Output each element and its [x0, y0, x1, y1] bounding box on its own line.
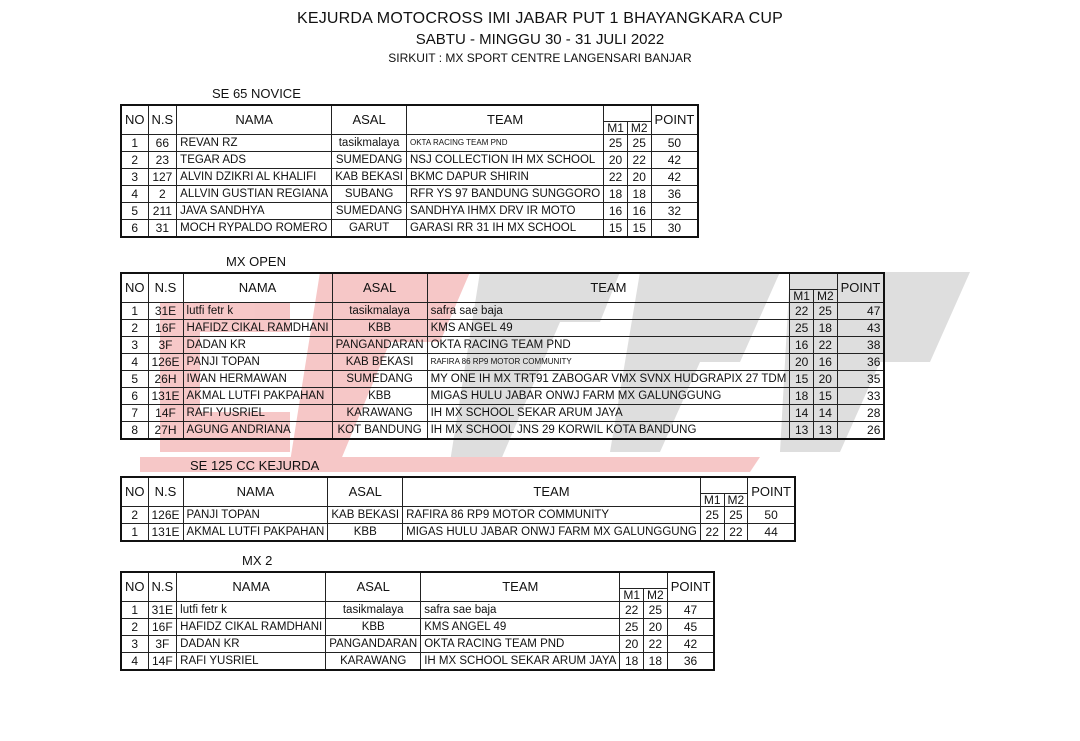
cell-m1: 15 — [790, 370, 814, 387]
cell-m1: 13 — [790, 421, 814, 439]
table-row — [121, 185, 698, 202]
cell-ns: 16F — [148, 319, 183, 336]
cell-ns: 31E — [148, 302, 183, 319]
cell-nama: HAFIDZ CIKAL RAMDHANI — [177, 618, 326, 635]
table-row — [121, 523, 795, 541]
cell-nama: lutfi fetr k — [183, 302, 332, 319]
cell-m2: 22 — [627, 151, 651, 168]
cell-team: safra sae baja — [421, 601, 620, 618]
cell-m2: 18 — [813, 319, 837, 336]
cell-no: 2 — [121, 506, 148, 523]
cell-point: 43 — [837, 319, 884, 336]
cell-no: 1 — [121, 601, 148, 618]
cell-nama: ALVIN DZIKRI AL KHALIFI — [177, 168, 332, 185]
cell-nama: PANJI TOPAN — [183, 506, 328, 523]
cell-ns: 127 — [148, 168, 177, 185]
cell-m1: 14 — [790, 404, 814, 421]
cell-m2: 18 — [644, 652, 668, 670]
table-row — [121, 336, 884, 353]
cell-team: OKTA RACING TEAM PND — [421, 635, 620, 652]
cell-m1: 16 — [604, 202, 628, 219]
cell-no: 1 — [121, 134, 148, 151]
cell-m1: 22 — [790, 302, 814, 319]
cell-nama: REVAN RZ — [177, 134, 332, 151]
table-row — [121, 601, 714, 618]
col-header-point: POINT — [667, 572, 714, 601]
cell-point: 36 — [837, 353, 884, 370]
results-table — [120, 104, 699, 238]
cell-point: 50 — [748, 506, 795, 523]
results-table — [120, 476, 796, 542]
cell-nama: AKMAL LUTFI PAKPAHAN — [183, 523, 328, 541]
cell-team: GARASI RR 31 IH MX SCHOOL — [406, 219, 603, 237]
cell-no: 8 — [121, 421, 148, 439]
cell-team: MIGAS HULU JABAR ONWJ FARM MX GALUNGGUNG — [427, 387, 790, 404]
cell-m1: 15 — [604, 219, 628, 237]
col-header-m2: M2 — [644, 588, 668, 601]
cell-point: 42 — [651, 151, 698, 168]
table-row — [121, 652, 714, 670]
cell-point: 47 — [837, 302, 884, 319]
cell-ns: 131E — [148, 523, 183, 541]
cell-team: IH MX SCHOOL SEKAR ARUM JAYA — [427, 404, 790, 421]
table-row — [121, 319, 884, 336]
event-dates: SABTU - MINGGU 30 - 31 JULI 2022 — [415, 31, 665, 48]
cell-ns: 126E — [148, 353, 183, 370]
cell-asal: KOT BANDUNG — [332, 421, 427, 439]
col-header-m1: M1 — [790, 289, 814, 302]
cell-m1: 18 — [790, 387, 814, 404]
col-header-moto-group — [604, 105, 651, 121]
table-row — [121, 506, 795, 523]
cell-ns: 31 — [148, 219, 177, 237]
cell-ns: 3F — [148, 336, 183, 353]
cell-ns: 27H — [148, 421, 183, 439]
cell-asal: PANGANDARAN — [332, 336, 427, 353]
col-header-asal: ASAL — [332, 105, 407, 134]
cell-m1: 20 — [620, 635, 644, 652]
table-row — [121, 618, 714, 635]
col-header-no: NO — [121, 572, 148, 601]
cell-m1: 22 — [604, 168, 628, 185]
cell-ns: 126E — [148, 506, 183, 523]
col-header-no: NO — [121, 477, 148, 506]
cell-point: 28 — [837, 404, 884, 421]
cell-point: 42 — [667, 635, 714, 652]
col-header-moto-group — [700, 477, 747, 493]
cell-m2: 20 — [813, 370, 837, 387]
cell-m1: 25 — [700, 506, 724, 523]
cell-ns: 211 — [148, 202, 177, 219]
col-header-asal: ASAL — [326, 572, 421, 601]
cell-asal: SUMEDANG — [332, 370, 427, 387]
col-header-asal: ASAL — [332, 273, 427, 302]
cell-m2: 18 — [627, 185, 651, 202]
results-table — [120, 571, 715, 671]
cell-point: 35 — [837, 370, 884, 387]
cell-point: 44 — [748, 523, 795, 541]
cell-no: 4 — [121, 353, 148, 370]
cell-m1: 25 — [620, 618, 644, 635]
cell-m2: 22 — [644, 635, 668, 652]
cell-nama: DADAN KR — [183, 336, 332, 353]
event-venue: SIRKUIT : MX SPORT CENTRE LANGENSARI BANJAR — [388, 51, 692, 65]
class-title: SE 65 NOVICE — [212, 86, 301, 101]
cell-asal: tasikmalaya — [332, 134, 407, 151]
cell-nama: DADAN KR — [177, 635, 326, 652]
col-header-ns: N.S — [148, 105, 177, 134]
cell-nama: RAFI YUSRIEL — [177, 652, 326, 670]
cell-m2: 25 — [627, 134, 651, 151]
cell-point: 38 — [837, 336, 884, 353]
cell-team: KMS ANGEL 49 — [427, 319, 790, 336]
cell-point: 32 — [651, 202, 698, 219]
cell-m1: 25 — [604, 134, 628, 151]
results-table — [120, 272, 885, 440]
cell-nama: RAFI YUSRIEL — [183, 404, 332, 421]
col-header-nama: NAMA — [183, 273, 332, 302]
table-row — [121, 635, 714, 652]
cell-asal: KARAWANG — [332, 404, 427, 421]
col-header-point: POINT — [837, 273, 884, 302]
table-row — [121, 168, 698, 185]
cell-m1: 18 — [620, 652, 644, 670]
cell-no: 2 — [121, 319, 148, 336]
cell-m2: 20 — [627, 168, 651, 185]
cell-no: 5 — [121, 202, 148, 219]
cell-team: KMS ANGEL 49 — [421, 618, 620, 635]
cell-m1: 16 — [790, 336, 814, 353]
cell-asal: KAB BEKASI — [332, 353, 427, 370]
col-header-ns: N.S — [148, 273, 183, 302]
cell-m1: 25 — [790, 319, 814, 336]
cell-m2: 25 — [724, 506, 748, 523]
table-row — [121, 202, 698, 219]
cell-no: 3 — [121, 635, 148, 652]
cell-m2: 16 — [813, 353, 837, 370]
cell-m1: 22 — [620, 601, 644, 618]
cell-nama: AKMAL LUTFI PAKPAHAN — [183, 387, 332, 404]
table-row — [121, 151, 698, 168]
cell-team: IH MX SCHOOL JNS 29 KORWIL KOTA BANDUNG — [427, 421, 790, 439]
cell-point: 30 — [651, 219, 698, 237]
cell-m2: 13 — [813, 421, 837, 439]
cell-team: OKTA RACING TEAM PND — [427, 336, 790, 353]
cell-point: 47 — [667, 601, 714, 618]
cell-m2: 14 — [813, 404, 837, 421]
cell-asal: SUMEDANG — [332, 151, 407, 168]
cell-team: RAFIRA 86 RP9 MOTOR COMMUNITY — [403, 506, 701, 523]
event-title: KEJURDA MOTOCROSS IMI JABAR PUT 1 BHAYANGKARA CUP — [296, 10, 784, 27]
cell-ns: 31E — [148, 601, 177, 618]
col-header-team: TEAM — [427, 273, 790, 302]
cell-point: 26 — [837, 421, 884, 439]
cell-asal: KARAWANG — [326, 652, 421, 670]
cell-m1: 18 — [604, 185, 628, 202]
cell-nama: IWAN HERMAWAN — [183, 370, 332, 387]
cell-point: 50 — [651, 134, 698, 151]
cell-asal: tasikmalaya — [332, 302, 427, 319]
col-header-m1: M1 — [604, 121, 628, 134]
cell-team: RFR YS 97 BANDUNG SUNGGORO — [406, 185, 603, 202]
cell-point: 42 — [651, 168, 698, 185]
cell-nama: lutfi fetr k — [177, 601, 326, 618]
cell-ns: 66 — [148, 134, 177, 151]
cell-nama: TEGAR ADS — [177, 151, 332, 168]
cell-team: RAFIRA 86 RP9 MOTOR COMMUNITY — [427, 353, 790, 370]
cell-asal: KBB — [326, 618, 421, 635]
table-row — [121, 370, 884, 387]
cell-team: BKMC DAPUR SHIRIN — [406, 168, 603, 185]
cell-ns: 2 — [148, 185, 177, 202]
col-header-team: TEAM — [421, 572, 620, 601]
cell-asal: SUBANG — [332, 185, 407, 202]
col-header-nama: NAMA — [183, 477, 328, 506]
cell-m2: 16 — [627, 202, 651, 219]
cell-m2: 22 — [813, 336, 837, 353]
col-header-ns: N.S — [148, 477, 183, 506]
class-title: SE 125 CC KEJURDA — [190, 458, 320, 473]
class-title: MX OPEN — [226, 254, 286, 269]
cell-point: 45 — [667, 618, 714, 635]
cell-ns: 14F — [148, 652, 177, 670]
cell-no: 5 — [121, 370, 148, 387]
cell-no: 4 — [121, 652, 148, 670]
table-row — [121, 134, 698, 151]
cell-no: 6 — [121, 219, 148, 237]
cell-nama: PANJI TOPAN — [183, 353, 332, 370]
cell-m1: 20 — [604, 151, 628, 168]
cell-team: IH MX SCHOOL SEKAR ARUM JAYA — [421, 652, 620, 670]
table-row — [121, 219, 698, 237]
col-header-point: POINT — [748, 477, 795, 506]
cell-ns: 23 — [148, 151, 177, 168]
cell-m1: 20 — [790, 353, 814, 370]
cell-m1: 22 — [700, 523, 724, 541]
col-header-no: NO — [121, 105, 148, 134]
cell-team: NSJ COLLECTION IH MX SCHOOL — [406, 151, 603, 168]
cell-m2: 25 — [644, 601, 668, 618]
cell-asal: PANGANDARAN — [326, 635, 421, 652]
col-header-m2: M2 — [724, 493, 748, 506]
col-header-nama: NAMA — [177, 572, 326, 601]
col-header-team: TEAM — [406, 105, 603, 134]
cell-m2: 20 — [644, 618, 668, 635]
cell-m2: 15 — [813, 387, 837, 404]
cell-point: 36 — [651, 185, 698, 202]
cell-ns: 16F — [148, 618, 177, 635]
cell-no: 1 — [121, 302, 148, 319]
table-row — [121, 404, 884, 421]
col-header-nama: NAMA — [177, 105, 332, 134]
table-row — [121, 421, 884, 439]
cell-no: 2 — [121, 151, 148, 168]
cell-nama: AGUNG ANDRIANA — [183, 421, 332, 439]
col-header-ns: N.S — [148, 572, 177, 601]
cell-no: 3 — [121, 336, 148, 353]
cell-team: MIGAS HULU JABAR ONWJ FARM MX GALUNGGUNG — [403, 523, 701, 541]
cell-asal: KAB BEKASI — [328, 506, 403, 523]
col-header-moto-group — [620, 572, 667, 588]
table-row — [121, 302, 884, 319]
cell-team: OKTA RACING TEAM PND — [406, 134, 603, 151]
cell-nama: ALLVIN GUSTIAN REGIANA — [177, 185, 332, 202]
cell-ns: 26H — [148, 370, 183, 387]
cell-m2: 22 — [724, 523, 748, 541]
col-header-moto-group — [790, 273, 837, 289]
document-header — [0, 8, 1080, 65]
cell-m2: 25 — [813, 302, 837, 319]
cell-ns: 131E — [148, 387, 183, 404]
cell-team: safra sae baja — [427, 302, 790, 319]
cell-no: 3 — [121, 168, 148, 185]
cell-no: 6 — [121, 387, 148, 404]
cell-asal: tasikmalaya — [326, 601, 421, 618]
col-header-m1: M1 — [700, 493, 724, 506]
cell-asal: KBB — [332, 319, 427, 336]
table-row — [121, 387, 884, 404]
cell-asal: KBB — [328, 523, 403, 541]
col-header-m1: M1 — [620, 588, 644, 601]
col-header-point: POINT — [651, 105, 698, 134]
cell-nama: JAVA SANDHYA — [177, 202, 332, 219]
cell-asal: GARUT — [332, 219, 407, 237]
cell-asal: KAB BEKASI — [332, 168, 407, 185]
col-header-m2: M2 — [627, 121, 651, 134]
class-title: MX 2 — [242, 553, 273, 568]
cell-nama: HAFIDZ CIKAL RAMDHANI — [183, 319, 332, 336]
cell-asal: KBB — [332, 387, 427, 404]
cell-no: 4 — [121, 185, 148, 202]
cell-point: 36 — [667, 652, 714, 670]
cell-team: MY ONE IH MX TRT91 ZABOGAR VMX SVNX HUDGRAPIX 27 TDM — [427, 370, 790, 387]
cell-no: 1 — [121, 523, 148, 541]
cell-m2: 15 — [627, 219, 651, 237]
cell-no: 2 — [121, 618, 148, 635]
cell-team: SANDHYA IHMX DRV IR MOTO — [406, 202, 603, 219]
cell-nama: MOCH RYPALDO ROMERO — [177, 219, 332, 237]
col-header-m2: M2 — [813, 289, 837, 302]
cell-no: 7 — [121, 404, 148, 421]
col-header-no: NO — [121, 273, 148, 302]
cell-ns: 3F — [148, 635, 177, 652]
cell-ns: 14F — [148, 404, 183, 421]
col-header-team: TEAM — [403, 477, 701, 506]
table-row — [121, 353, 884, 370]
col-header-asal: ASAL — [328, 477, 403, 506]
cell-point: 33 — [837, 387, 884, 404]
cell-asal: SUMEDANG — [332, 202, 407, 219]
